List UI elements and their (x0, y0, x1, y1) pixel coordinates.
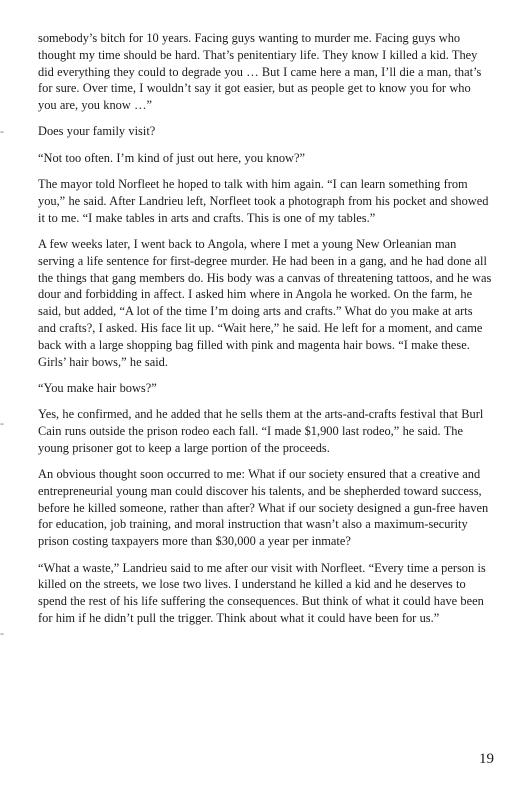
paragraph-1: somebody’s bitch for 10 years. Facing guys wanting to murder me. Facing guys who thought my time should be hard. That’s penitentiary life. They know I killed a kid. They did everything they could to degrade you … But I came here a man, I’ll die a man, that’s for sure. Over time, I wouldn’t say it got easier, but as people get to know you for who you are, you know …” (38, 31, 482, 113)
paragraph-4: The mayor told Norfleet he hoped to talk with him again. “I can learn something from you,” he said. After Landrieu left, Norfleet took a photograph from his pocket and showed it to me. “I make tables in arts and crafts. This is one of my tables.” (38, 177, 489, 225)
paragraph-7: Yes, he confirmed, and he added that he sells them at the arts-and-crafts festival that Burl Cain runs outside the prison rodeo each fall. “I made $1,900 last rodeo,” he said. The young prisoner got to keep a large portion of the proceeds. (38, 407, 484, 455)
page-number: 19 (479, 751, 494, 767)
paragraph-2: Does your family visit? (38, 124, 156, 139)
body-text (38, 30, 492, 636)
margin-mark: - (0, 124, 4, 138)
paragraph-3: “Not too often. I’m kind of just out here, you know?” (38, 150, 305, 165)
paragraph-8: An obvious thought soon occurred to me: What if our society ensured that a creative and entrepreneurial young man could discover his talents, and be shepherded toward success, before he killed someone, rather than after? What if our society designed a gun-free haven for education, job training, and moral instruction that wasn’t also a maximum-security prison costing taxpayers more than $30,000 a year per inmate? (38, 467, 489, 549)
margin-mark: - (0, 416, 4, 430)
paragraph-6: “You make hair bows?” (38, 380, 157, 395)
paragraph-9: “What a waste,” Landrieu said to me after our visit with Norfleet. “Every time a person is killed on the streets, we lose two lives. I understand he killed a kid and he deserves to spend the rest of his life suffering the consequences. But think of what it could have been for him if he didn’t pull the trigger. Think about what it could have been for us.” (38, 560, 486, 625)
margin-mark: - (0, 626, 4, 640)
paragraph-5: A few weeks later, I went back to Angola, where I met a young New Orleanian man serving a life sentence for first-degree murder. He had been in a gang, and he had done all the things that gang members do. His body was a canvas of threatening tattoos, and he was dour and forbidding in affect. I asked him where in Angola he worked. On the farm, he said, but added, “A lot of the time I’m doing arts and crafts.” What do you make at arts and crafts?, I asked. His face lit up. “Wait here,” he said. He left for a moment, and came back with a large shopping bag filled with pink and magenta hair bows. “I make these. Girls’ hair bows,” he said. (38, 236, 492, 369)
